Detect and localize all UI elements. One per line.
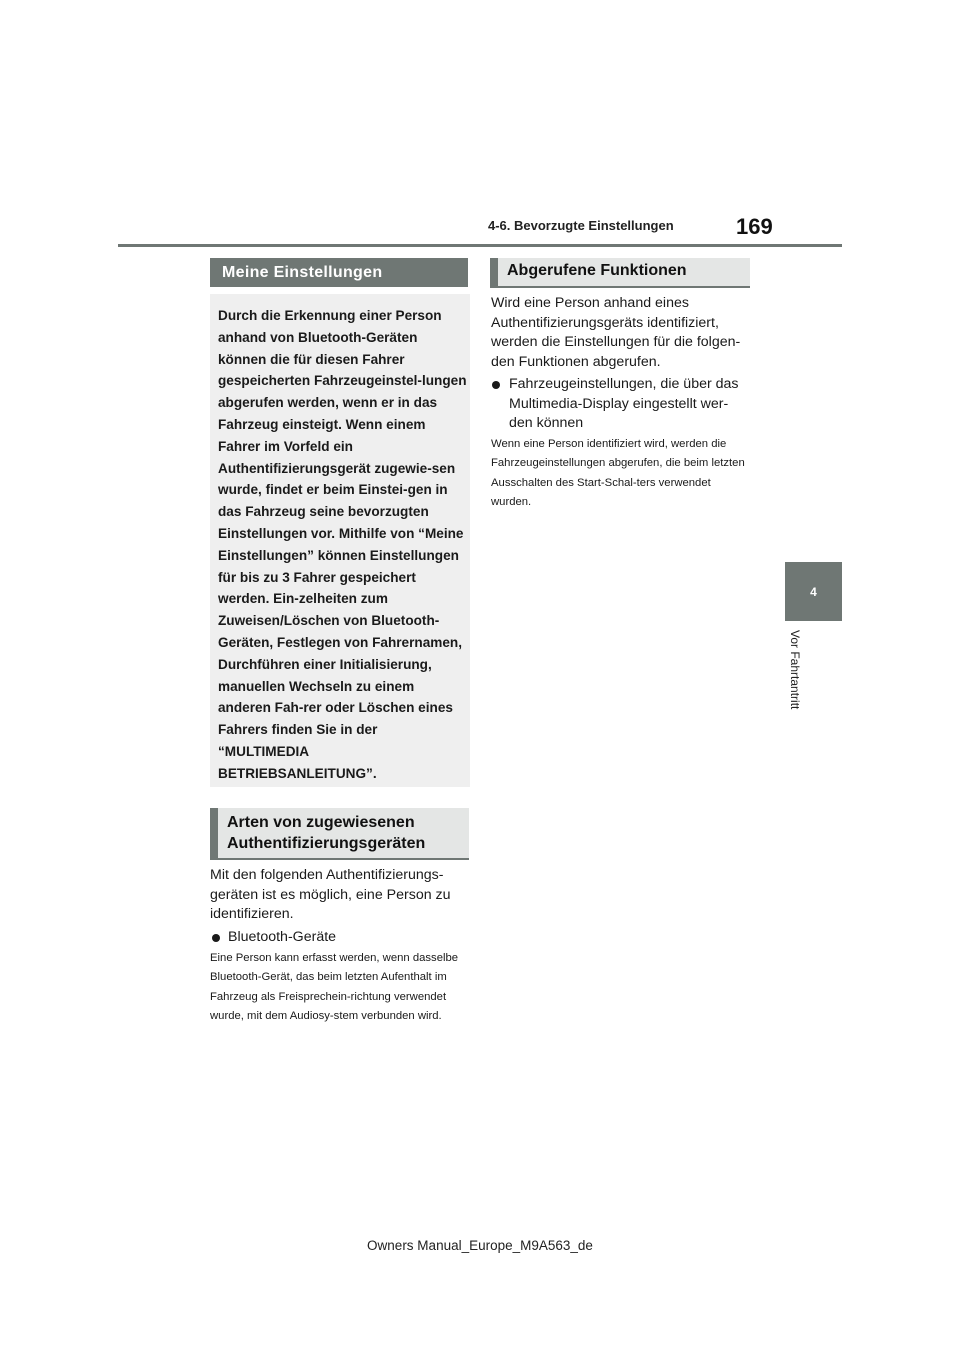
left-intro-text: Mit den folgenden Authentifizierungs-geräten ist es möglich, eine Person zu identifizieren. bbox=[210, 867, 451, 923]
right-bullet-text: Fahrzeugeinstellungen, die über das Multimedia-Display eingestellt wer-den können bbox=[509, 376, 739, 432]
footer-document-id: Owners Manual_Europe_M9A563_de bbox=[367, 1238, 593, 1253]
heading-meine-einstellungen: Meine Einstellungen bbox=[210, 258, 468, 287]
chapter-tab bbox=[785, 562, 842, 621]
heading-abgerufene-funktionen: Abgerufene Funktionen bbox=[490, 258, 750, 288]
bullet-dot bbox=[212, 934, 220, 942]
right-intro-text: Wird eine Person anhand eines Authentifizierungsgeräts identifiziert, werden die Einstellungen für die folgen-den Funktionen abgerufen. bbox=[491, 295, 741, 370]
chapter-label: Vor Fahrtantritt bbox=[788, 630, 802, 710]
info-box-text: Durch die Erkennung einer Person anhand von Bluetooth-Geräten können die für diesen Fahrer gespeicherten Fahrzeugeinstel-lungen abgerufen werden, wenn er in das Fahrzeug einsteigt. Wenn einem Fahrer im Vorfeld ein Authentifizierungsgerät zugewie-sen wurde, findet er beim Einstei-gen in das Fahrzeug seine bevorzugten Einstellungen vor. Mithilfe von “Meine Einstellungen” können Einstellungen für bis zu 3 Fahrer gespeichert werden. Ein-zelheiten zum Zuweisen/Löschen von Bluetooth-Geräten, Festlegen von Fahrernamen, Durchführen einer Initialisierung, manuellen Wechseln zu einem anderen Fah-rer oder Löschen eines Fahrers finden Sie in der “MULTIMEDIA BETRIEBSANLEITUNG”. bbox=[218, 308, 467, 781]
heading-authentifizierungsgeraete: Arten von zugewiesenen Authentifizierungsgeräten bbox=[210, 808, 469, 860]
page-number: 169 bbox=[736, 214, 773, 239]
right-bullet-item bbox=[492, 375, 750, 434]
left-bullet-text: Bluetooth-Geräte bbox=[228, 929, 337, 945]
chapter-label-container bbox=[788, 630, 804, 730]
left-note-text: Eine Person kann erfasst werden, wenn dasselbe Bluetooth-Gerät, das beim letzten Aufenthalt im Fahrzeug als Freisprechein-richtung verwendet wurde, mit dem Audiosy-stem verbunden wird. bbox=[210, 952, 459, 1023]
left-bullet-item bbox=[212, 928, 468, 948]
header-rule bbox=[118, 244, 842, 247]
info-box bbox=[210, 294, 470, 787]
right-note-text: Wenn eine Person identifiziert wird, werden die Fahrzeugeinstellungen abgerufen, die beim letzten Ausschalten des Start-Schal-ters verwendet wurden. bbox=[491, 438, 745, 509]
chapter-number: 4 bbox=[810, 584, 817, 599]
bullet-dot bbox=[492, 381, 500, 389]
header-section-title: 4-6. Bevorzugte Einstellungen bbox=[488, 218, 674, 233]
